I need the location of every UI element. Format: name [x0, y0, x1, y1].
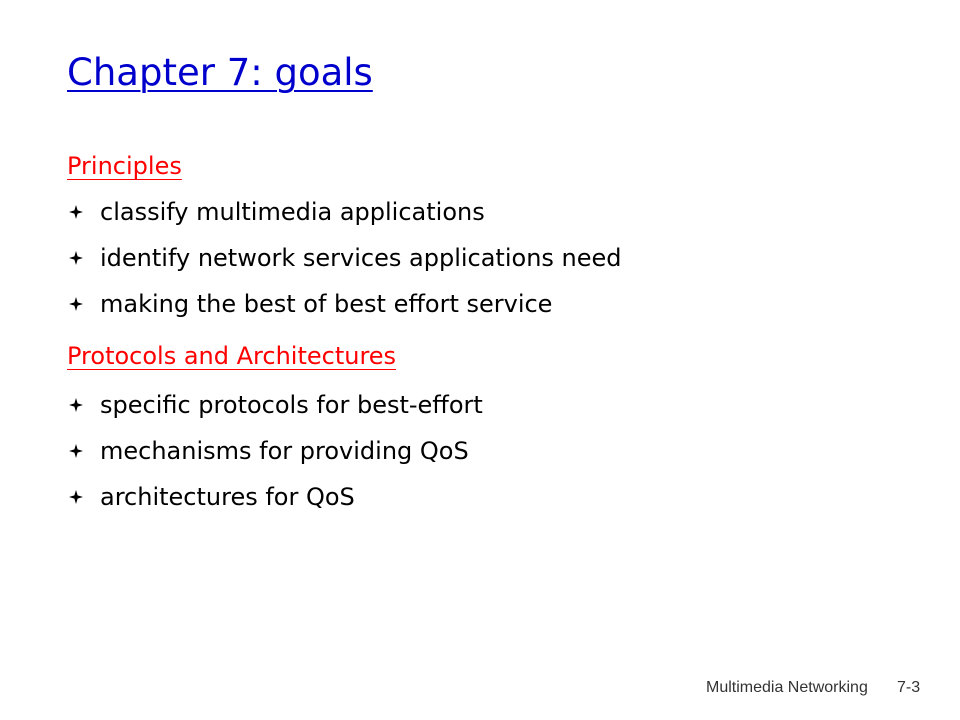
four-point-star-icon: [67, 205, 100, 219]
footer-label: Multimedia Networking: [706, 679, 868, 696]
four-point-star-icon: [67, 490, 100, 504]
list-item: [67, 474, 483, 520]
principles-list: [67, 189, 622, 327]
bullet-text: making the best of best effort service: [100, 290, 553, 318]
bullet-text: mechanisms for providing QoS: [100, 437, 469, 465]
list-item: [67, 189, 622, 235]
protocols-list: [67, 382, 483, 520]
bullet-text: architectures for QoS: [100, 483, 355, 511]
four-point-star-icon: [67, 251, 100, 265]
slide-title: Chapter 7: goals: [67, 51, 373, 94]
four-point-star-icon: [67, 398, 100, 412]
bullet-text: specific protocols for best-effort: [100, 391, 483, 419]
list-item: [67, 428, 483, 474]
section-heading-principles: Principles: [67, 152, 182, 180]
list-item: [67, 235, 622, 281]
four-point-star-icon: [67, 444, 100, 458]
bullet-text: classify multimedia applications: [100, 198, 485, 226]
bullet-text: identify network services applications need: [100, 244, 622, 272]
list-item: [67, 382, 483, 428]
section-heading-protocols: Protocols and Architectures: [67, 342, 397, 370]
page-number: 7-3: [897, 679, 921, 696]
four-point-star-icon: [67, 297, 100, 311]
list-item: [67, 281, 622, 327]
